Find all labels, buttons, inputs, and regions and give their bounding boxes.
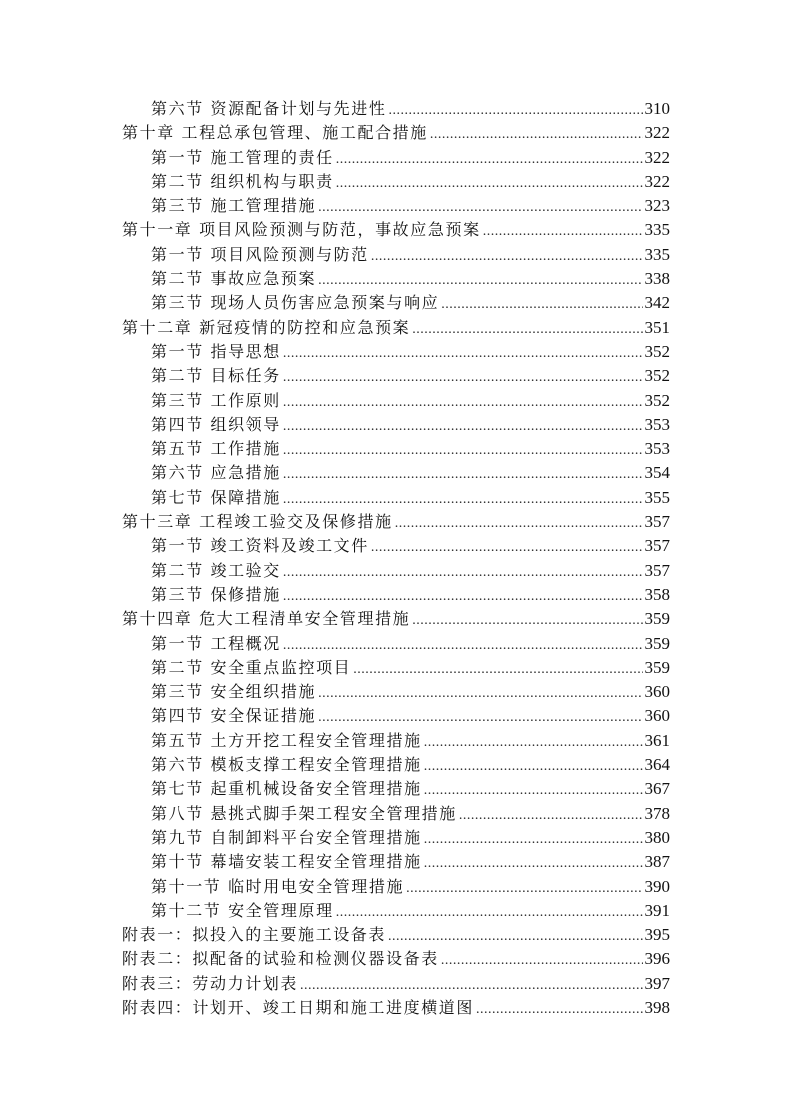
dot-leader [483,224,643,240]
dot-leader [424,735,643,751]
toc-entry-title: 第五节 工作措施 [151,439,281,459]
toc-entry-title: 第十一节 临时用电安全管理措施 [151,876,405,896]
toc-entry-title: 第十三章 工程竣工验交及保修措施 [122,512,393,532]
toc-section-entry[interactable] [122,339,670,363]
dot-leader [318,200,642,216]
dot-leader [424,832,643,848]
dot-leader [283,565,643,581]
toc-section-entry[interactable] [122,436,670,460]
dot-leader [283,395,643,411]
dot-leader [371,540,643,556]
dot-leader [318,686,642,702]
toc-appendix-entry[interactable] [122,971,670,995]
toc-entry-title: 第十节 幕墙安装工程安全管理措施 [151,852,422,872]
toc-section-entry[interactable] [122,242,670,266]
toc-chapter-entry[interactable] [122,120,670,144]
toc-entry-page-number: 358 [644,584,670,604]
toc-section-entry[interactable] [122,363,670,387]
toc-section-entry[interactable] [122,728,670,752]
toc-entry-title: 第七节 保障措施 [151,487,281,507]
dot-leader [395,516,643,532]
toc-entry-page-number: 361 [644,730,670,750]
toc-entry-page-number: 364 [644,755,670,775]
toc-entry-page-number: 354 [644,463,670,483]
toc-entry-page-number: 396 [644,949,670,969]
toc-entry-page-number: 398 [644,997,670,1017]
toc-chapter-entry[interactable] [122,509,670,533]
dot-leader [318,710,642,726]
dot-leader [283,443,643,459]
toc-entry-page-number: 390 [644,876,670,896]
dot-leader [441,297,642,313]
toc-entry-page-number: 335 [644,220,670,240]
toc-entry-page-number: 378 [644,803,670,823]
toc-entry-page-number: 359 [644,609,670,629]
dot-leader [283,638,643,654]
toc-entry-title: 第二节 事故应急预案 [151,269,317,289]
toc-entry-page-number: 357 [644,536,670,556]
toc-entry-title: 第六节 模板支撑工程安全管理措施 [151,755,422,775]
toc-entry-page-number: 359 [644,633,670,653]
toc-entry-page-number: 351 [644,317,670,337]
toc-entry-title: 附表四：计划开、竣工日期和施工进度横道图 [122,997,475,1017]
dot-leader [283,419,643,435]
toc-section-entry[interactable] [122,145,670,169]
dot-leader [406,881,642,897]
toc-section-entry[interactable] [122,825,670,849]
toc-section-entry[interactable] [122,485,670,509]
toc-section-entry[interactable] [122,874,670,898]
dot-leader [371,249,643,265]
toc-entry-title: 第六节 应急措施 [151,463,281,483]
toc-section-entry[interactable] [122,801,670,825]
toc-entry-title: 附表一：拟投入的主要施工设备表 [122,925,387,945]
toc-entry-page-number: 391 [644,900,670,920]
toc-entry-title: 第二节 组织机构与职责 [151,171,334,191]
toc-section-entry[interactable] [122,776,670,800]
dot-leader [318,273,642,289]
toc-entry-title: 第三节 施工管理措施 [151,196,317,216]
toc-section-entry[interactable] [122,703,670,727]
toc-entry-title: 第一节 竣工资料及竣工文件 [151,536,369,556]
toc-entry-page-number: 352 [644,390,670,410]
toc-entry-page-number: 322 [644,147,670,167]
toc-entry-page-number: 359 [644,657,670,677]
toc-entry-title: 第一节 项目风险预测与防范 [151,244,369,264]
toc-entry-page-number: 397 [644,973,670,993]
toc-entry-page-number: 355 [644,487,670,507]
dot-leader [412,322,642,338]
toc-section-entry[interactable] [122,655,670,679]
toc-entry-page-number: 367 [644,779,670,799]
toc-entry-title: 第五节 土方开挖工程安全管理措施 [151,730,422,750]
toc-entry-page-number: 342 [644,293,670,313]
dot-leader [336,905,643,921]
toc-entry-title: 第六节 资源配备计划与先进性 [151,99,387,118]
toc-appendix-entry[interactable] [122,946,670,970]
toc-entry-page-number: 353 [644,439,670,459]
toc-section-entry[interactable] [122,290,670,314]
toc-entry-page-number: 323 [644,196,670,216]
toc-appendix-entry[interactable] [122,922,670,946]
toc-section-entry[interactable] [122,849,670,873]
toc-entry-page-number: 322 [644,123,670,143]
toc-entry-page-number: 310 [644,99,670,118]
dot-leader [389,103,643,119]
toc-entry-title: 第三节 安全组织措施 [151,682,317,702]
toc-entry-title: 第一节 指导思想 [151,341,281,361]
dot-leader [424,783,643,799]
toc-chapter-entry[interactable] [122,606,670,630]
toc-entry-page-number: 395 [644,925,670,945]
dot-leader [424,759,643,775]
toc-section-entry[interactable] [122,193,670,217]
dot-leader [476,1002,642,1018]
toc-entry-title: 第十二节 安全管理原理 [151,900,334,920]
dot-leader [300,978,642,994]
toc-entry-title: 第二节 安全重点监控项目 [151,657,352,677]
toc-entry-title: 第十二章 新冠疫情的防控和应急预案 [122,317,411,337]
toc-entry-title: 第四节 组织领导 [151,414,281,434]
table-of-contents [122,96,670,1019]
toc-entry-page-number: 360 [644,682,670,702]
dot-leader [353,662,642,678]
toc-section-entry[interactable] [122,412,670,436]
toc-entry-page-number: 322 [644,171,670,191]
toc-section-entry[interactable] [122,898,670,922]
dot-leader [283,346,643,362]
toc-section-entry[interactable] [122,169,670,193]
dot-leader [283,492,643,508]
toc-section-entry[interactable] [122,631,670,655]
toc-entry-page-number: 353 [644,414,670,434]
toc-entry-title: 第十章 工程总承包管理、施工配合措施 [122,123,428,143]
toc-entry-title: 第二节 目标任务 [151,366,281,386]
toc-chapter-entry[interactable] [122,217,670,241]
toc-entry-page-number: 380 [644,827,670,847]
toc-entry-title: 第三节 现场人员伤害应急预案与响应 [151,293,440,313]
dot-leader [336,176,643,192]
toc-section-entry[interactable] [122,388,670,412]
dot-leader [283,370,643,386]
toc-entry-title: 第九节 自制卸料平台安全管理措施 [151,827,422,847]
toc-entry-page-number: 357 [644,512,670,532]
dot-leader [441,953,643,969]
toc-entry-title: 第一节 施工管理的责任 [151,147,334,167]
toc-entry-title: 第七节 起重机械设备安全管理措施 [151,779,422,799]
toc-section-entry[interactable] [122,582,670,606]
dot-leader [336,152,643,168]
toc-section-entry[interactable] [122,96,670,120]
toc-entry-title: 第二节 竣工验交 [151,560,281,580]
toc-section-entry[interactable] [122,266,670,290]
toc-entry-page-number: 387 [644,852,670,872]
toc-entry-title: 附表二：拟配备的试验和检测仪器设备表 [122,949,439,969]
dot-leader [388,929,642,945]
toc-entry-page-number: 338 [644,269,670,289]
toc-entry-page-number: 357 [644,560,670,580]
toc-section-entry[interactable] [122,558,670,582]
toc-entry-title: 第十一章 项目风险预测与防范，事故应急预案 [122,220,481,240]
toc-entry-page-number: 335 [644,244,670,264]
toc-entry-title: 第三节 工作原则 [151,390,281,410]
toc-entry-title: 第三节 保修措施 [151,584,281,604]
toc-entry-title: 第十四章 危大工程清单安全管理措施 [122,609,411,629]
toc-section-entry[interactable] [122,752,670,776]
toc-chapter-entry[interactable] [122,315,670,339]
toc-entry-page-number: 352 [644,341,670,361]
dot-leader [283,467,643,483]
dot-leader [283,589,643,605]
dot-leader [412,613,642,629]
toc-entry-title: 附表三：劳动力计划表 [122,973,299,993]
toc-entry-page-number: 360 [644,706,670,726]
toc-section-entry[interactable] [122,679,670,703]
toc-entry-title: 第一节 工程概况 [151,633,281,653]
dot-leader [424,856,643,872]
toc-entry-title: 第八节 悬挑式脚手架工程安全管理措施 [151,803,457,823]
dot-leader [459,808,643,824]
toc-section-entry[interactable] [122,460,670,484]
toc-entry-title: 第四节 安全保证措施 [151,706,317,726]
toc-appendix-entry[interactable] [122,995,670,1019]
dot-leader [430,127,643,143]
toc-entry-page-number: 352 [644,366,670,386]
toc-section-entry[interactable] [122,533,670,557]
